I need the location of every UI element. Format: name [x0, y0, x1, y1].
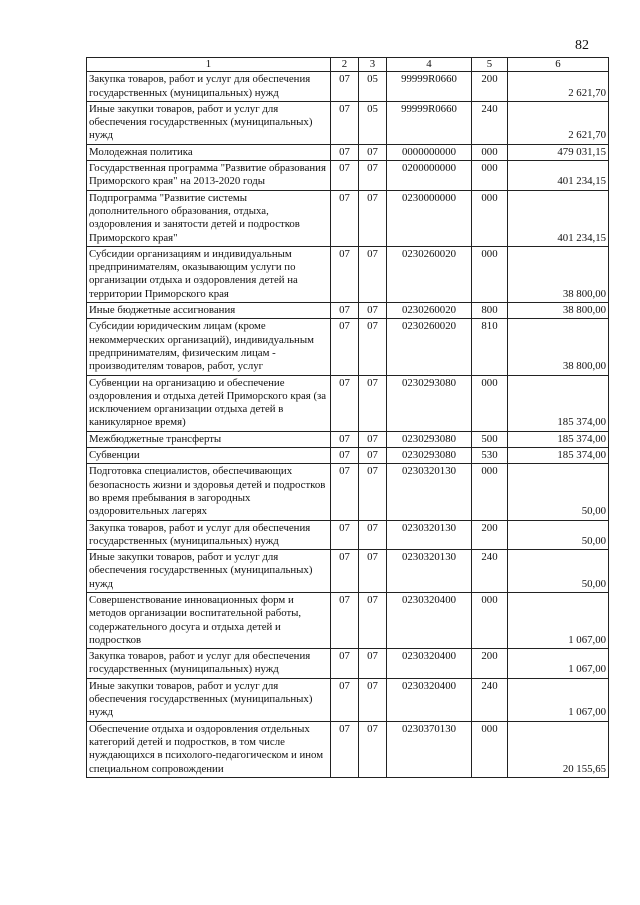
row-amount: 185 374,00: [508, 448, 609, 464]
row-section: 07: [331, 550, 359, 593]
header-cell-2: 2: [331, 58, 359, 72]
budget-table: [86, 57, 609, 778]
row-expense-type: 200: [472, 520, 508, 550]
row-subsection: 07: [359, 448, 387, 464]
row-name: Совершенствование инновационных форм и методов организации воспитательной работы, содержательного досуга и отдыха детей и подростков: [87, 592, 331, 648]
row-subsection: 07: [359, 721, 387, 777]
row-amount: 20 155,65: [508, 721, 609, 777]
row-name: Закупка товаров, работ и услуг для обеспечения государственных (муниципальных) нужд: [87, 72, 331, 102]
row-name: Иные закупки товаров, работ и услуг для обеспечения государственных (муниципальных) нужд: [87, 678, 331, 721]
row-target-code: 0230260020: [387, 246, 472, 302]
row-name: Субсидии организациям и индивидуальным предпринимателям, оказывающим услуги по организации отдыха и оздоровления детей на территории Приморского края: [87, 246, 331, 302]
row-subsection: 07: [359, 319, 387, 375]
row-section: 07: [331, 319, 359, 375]
row-section: 07: [331, 72, 359, 102]
row-amount: 401 234,15: [508, 161, 609, 191]
row-section: 07: [331, 649, 359, 679]
row-target-code: 0230320130: [387, 520, 472, 550]
row-target-code: 0230293080: [387, 448, 472, 464]
table-row: [87, 592, 609, 648]
header-cell-5: 5: [472, 58, 508, 72]
table-row: [87, 246, 609, 302]
row-expense-type: 500: [472, 431, 508, 447]
row-target-code: 0230320130: [387, 464, 472, 520]
table-row: [87, 431, 609, 447]
row-expense-type: 000: [472, 144, 508, 160]
table-row: [87, 161, 609, 191]
row-target-code: 0230293080: [387, 375, 472, 431]
row-subsection: 07: [359, 550, 387, 593]
row-expense-type: 240: [472, 678, 508, 721]
row-expense-type: 240: [472, 101, 508, 144]
row-subsection: 07: [359, 190, 387, 246]
table-row: [87, 448, 609, 464]
row-amount: 185 374,00: [508, 431, 609, 447]
row-expense-type: 000: [472, 375, 508, 431]
row-subsection: 07: [359, 246, 387, 302]
row-section: 07: [331, 303, 359, 319]
row-expense-type: 000: [472, 592, 508, 648]
row-amount: 1 067,00: [508, 592, 609, 648]
row-section: 07: [331, 448, 359, 464]
row-amount: 50,00: [508, 464, 609, 520]
row-subsection: 05: [359, 101, 387, 144]
row-expense-type: 000: [472, 464, 508, 520]
row-name: Иные бюджетные ассигнования: [87, 303, 331, 319]
row-subsection: 07: [359, 592, 387, 648]
row-section: 07: [331, 678, 359, 721]
row-expense-type: 000: [472, 190, 508, 246]
row-name: Иные закупки товаров, работ и услуг для обеспечения государственных (муниципальных) нужд: [87, 550, 331, 593]
row-expense-type: 800: [472, 303, 508, 319]
row-section: 07: [331, 144, 359, 160]
header-row: [87, 58, 609, 72]
row-subsection: 07: [359, 464, 387, 520]
row-name: Межбюджетные трансферты: [87, 431, 331, 447]
row-amount: 50,00: [508, 550, 609, 593]
row-target-code: 0230370130: [387, 721, 472, 777]
table-row: [87, 144, 609, 160]
row-target-code: 99999R0660: [387, 72, 472, 102]
row-name: Закупка товаров, работ и услуг для обеспечения государственных (муниципальных) нужд: [87, 520, 331, 550]
row-amount: 50,00: [508, 520, 609, 550]
row-name: Подготовка специалистов, обеспечивающих безопасность жизни и здоровья детей и подростков во время пребывания в загородных оздоровительных лагерях: [87, 464, 331, 520]
row-name: Субсидии юридическим лицам (кроме некоммерческих организаций), индивидуальным предпринимателям, физическим лицам - производителям товаров, работ, услуг: [87, 319, 331, 375]
row-expense-type: 200: [472, 72, 508, 102]
row-target-code: 0230320400: [387, 592, 472, 648]
row-subsection: 05: [359, 72, 387, 102]
row-subsection: 07: [359, 678, 387, 721]
row-target-code: 0230320400: [387, 678, 472, 721]
row-section: 07: [331, 464, 359, 520]
row-amount: 2 621,70: [508, 72, 609, 102]
row-expense-type: 000: [472, 161, 508, 191]
row-amount: 185 374,00: [508, 375, 609, 431]
row-amount: 1 067,00: [508, 649, 609, 679]
row-name: Обеспечение отдыха и оздоровления отдельных категорий детей и подростков, в том числе нуждающихся в психолого-педагогическом и ином специальном сопровождении: [87, 721, 331, 777]
row-amount: 2 621,70: [508, 101, 609, 144]
row-amount: 38 800,00: [508, 303, 609, 319]
table-row: [87, 464, 609, 520]
row-section: 07: [331, 721, 359, 777]
row-expense-type: 000: [472, 246, 508, 302]
row-target-code: 0230320130: [387, 550, 472, 593]
row-section: 07: [331, 592, 359, 648]
table-row: [87, 319, 609, 375]
table-row: [87, 72, 609, 102]
row-target-code: 0230320400: [387, 649, 472, 679]
row-section: 07: [331, 375, 359, 431]
row-expense-type: 000: [472, 721, 508, 777]
header-cell-1: 1: [87, 58, 331, 72]
table-row: [87, 721, 609, 777]
row-expense-type: 200: [472, 649, 508, 679]
row-target-code: 0230260020: [387, 319, 472, 375]
row-target-code: 0230000000: [387, 190, 472, 246]
row-subsection: 07: [359, 303, 387, 319]
row-name: Государственная программа "Развитие образования Приморского края" на 2013-2020 годы: [87, 161, 331, 191]
table-row: [87, 101, 609, 144]
row-subsection: 07: [359, 520, 387, 550]
row-amount: 38 800,00: [508, 319, 609, 375]
header-cell-4: 4: [387, 58, 472, 72]
table-row: [87, 678, 609, 721]
row-amount: 38 800,00: [508, 246, 609, 302]
page-number: 82: [575, 38, 589, 53]
table-row: [87, 520, 609, 550]
header-cell-6: 6: [508, 58, 609, 72]
row-name: Молодежная политика: [87, 144, 331, 160]
row-name: Субвенции: [87, 448, 331, 464]
row-name: Иные закупки товаров, работ и услуг для обеспечения государственных (муниципальных) нужд: [87, 101, 331, 144]
row-target-code: 0230293080: [387, 431, 472, 447]
row-section: 07: [331, 161, 359, 191]
row-name: Закупка товаров, работ и услуг для обеспечения государственных (муниципальных) нужд: [87, 649, 331, 679]
row-section: 07: [331, 101, 359, 144]
row-expense-type: 810: [472, 319, 508, 375]
table-body: [87, 72, 609, 778]
header-cell-3: 3: [359, 58, 387, 72]
row-amount: 479 031,15: [508, 144, 609, 160]
row-amount: 401 234,15: [508, 190, 609, 246]
row-section: 07: [331, 431, 359, 447]
row-subsection: 07: [359, 649, 387, 679]
row-target-code: 0200000000: [387, 161, 472, 191]
row-section: 07: [331, 246, 359, 302]
row-subsection: 07: [359, 144, 387, 160]
row-section: 07: [331, 520, 359, 550]
row-subsection: 07: [359, 375, 387, 431]
table-row: [87, 550, 609, 593]
table-row: [87, 649, 609, 679]
row-target-code: 0000000000: [387, 144, 472, 160]
row-expense-type: 240: [472, 550, 508, 593]
row-subsection: 07: [359, 431, 387, 447]
row-target-code: 99999R0660: [387, 101, 472, 144]
table-row: [87, 375, 609, 431]
row-subsection: 07: [359, 161, 387, 191]
row-section: 07: [331, 190, 359, 246]
row-target-code: 0230260020: [387, 303, 472, 319]
table-row: [87, 190, 609, 246]
row-name: Подпрограмма "Развитие системы дополнительного образования, отдыха, оздоровления и занятости детей и подростков Приморского края": [87, 190, 331, 246]
row-expense-type: 530: [472, 448, 508, 464]
table-row: [87, 303, 609, 319]
row-name: Субвенции на организацию и обеспечение оздоровления и отдыха детей Приморского края (за исключением организации отдыха детей в каникулярное время): [87, 375, 331, 431]
row-amount: 1 067,00: [508, 678, 609, 721]
